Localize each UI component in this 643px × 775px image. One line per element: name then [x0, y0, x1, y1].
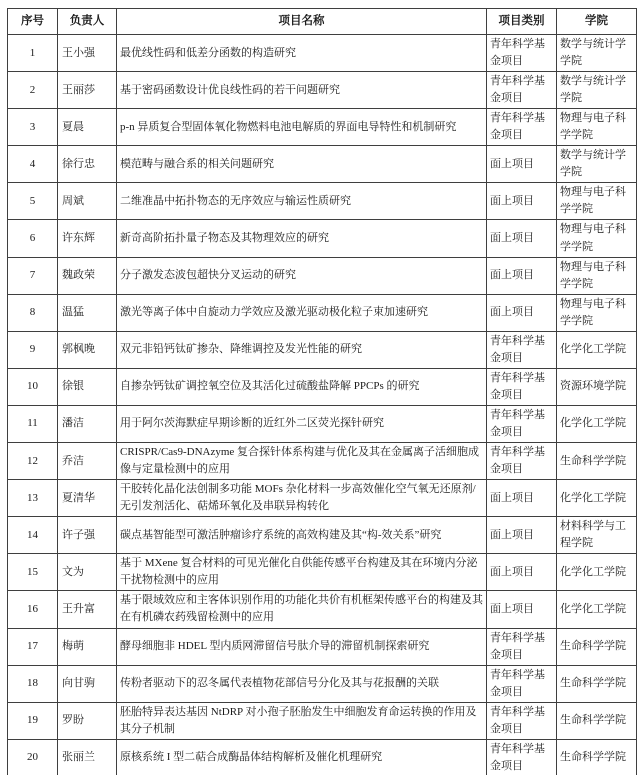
cell-college: 物理与电子科学学院 — [557, 257, 637, 294]
cell-project-category: 青年科学基金项目 — [487, 665, 557, 702]
cell-owner: 王升富 — [58, 591, 117, 628]
cell-serial-number: 15 — [8, 554, 58, 591]
cell-serial-number: 9 — [8, 331, 58, 368]
cell-project-title: 原核系统 I 型二萜合成酶晶体结构解析及催化机理研究 — [117, 739, 487, 775]
cell-serial-number: 8 — [8, 294, 58, 331]
cell-project-category: 青年科学基金项目 — [487, 331, 557, 368]
cell-project-category: 面上项目 — [487, 517, 557, 554]
cell-serial-number: 4 — [8, 146, 58, 183]
cell-project-title: 最优线性码和低差分函数的构造研究 — [117, 35, 487, 72]
cell-college: 资源环境学院 — [557, 368, 637, 405]
project-table-body — [8, 35, 637, 775]
table-row — [8, 405, 637, 442]
cell-serial-number: 12 — [8, 443, 58, 480]
cell-project-category: 青年科学基金项目 — [487, 702, 557, 739]
cell-project-title: 基于限域效应和主客体识别作用的功能化共价有机框架传感平台的构建及其在有机磷农药残留检测中的应用 — [117, 591, 487, 628]
cell-serial-number: 10 — [8, 368, 58, 405]
cell-project-title: 用于阿尔茨海默症早期诊断的近红外二区荧光探针研究 — [117, 405, 487, 442]
cell-project-title: 激光等离子体中自旋动力学效应及激光驱动极化粒子束加速研究 — [117, 294, 487, 331]
cell-owner: 王丽莎 — [58, 72, 117, 109]
cell-serial-number: 16 — [8, 591, 58, 628]
cell-project-category: 面上项目 — [487, 146, 557, 183]
cell-serial-number: 7 — [8, 257, 58, 294]
cell-college: 生命科学学院 — [557, 702, 637, 739]
table-row — [8, 183, 637, 220]
cell-project-category: 面上项目 — [487, 554, 557, 591]
cell-serial-number: 1 — [8, 35, 58, 72]
cell-project-category: 面上项目 — [487, 183, 557, 220]
cell-project-category: 青年科学基金项目 — [487, 628, 557, 665]
cell-owner: 温猛 — [58, 294, 117, 331]
table-row — [8, 368, 637, 405]
cell-owner: 郭枫晚 — [58, 331, 117, 368]
cell-owner: 王小强 — [58, 35, 117, 72]
cell-college: 化学化工学院 — [557, 331, 637, 368]
cell-owner: 文为 — [58, 554, 117, 591]
cell-project-category: 面上项目 — [487, 480, 557, 517]
cell-owner: 许东辉 — [58, 220, 117, 257]
cell-college: 物理与电子科学学院 — [557, 109, 637, 146]
cell-project-title: 双元非铅钙钛矿掺杂、降维调控及发光性能的研究 — [117, 331, 487, 368]
table-row — [8, 739, 637, 775]
table-row — [8, 628, 637, 665]
cell-serial-number: 17 — [8, 628, 58, 665]
header-project-title: 项目名称 — [117, 9, 487, 35]
cell-project-title: 基于密码函数设计优良线性码的若干问题研究 — [117, 72, 487, 109]
cell-serial-number: 18 — [8, 665, 58, 702]
cell-owner: 乔洁 — [58, 443, 117, 480]
cell-college: 数学与统计学学院 — [557, 35, 637, 72]
cell-project-title: 胚胎特异表达基因 NtDRP 对小孢子胚胎发生中细胞发育命运转换的作用及其分子机制 — [117, 702, 487, 739]
header-college: 学院 — [557, 9, 637, 35]
cell-project-title: 碳点基智能型可激活肿瘤诊疗系统的高效构建及其“构-效关系”研究 — [117, 517, 487, 554]
cell-project-category: 青年科学基金项目 — [487, 35, 557, 72]
cell-owner: 许子强 — [58, 517, 117, 554]
cell-owner: 周斌 — [58, 183, 117, 220]
cell-project-title: 自掺杂钙钛矿调控氧空位及其活化过硫酸盐降解 PPCPs 的研究 — [117, 368, 487, 405]
cell-college: 数学与统计学学院 — [557, 146, 637, 183]
cell-college: 物理与电子科学学院 — [557, 183, 637, 220]
cell-project-category: 青年科学基金项目 — [487, 368, 557, 405]
cell-college: 化学化工学院 — [557, 480, 637, 517]
table-row — [8, 35, 637, 72]
table-row — [8, 294, 637, 331]
cell-project-category: 面上项目 — [487, 591, 557, 628]
cell-project-category: 青年科学基金项目 — [487, 405, 557, 442]
cell-owner: 向甘驹 — [58, 665, 117, 702]
cell-college: 化学化工学院 — [557, 405, 637, 442]
cell-owner: 潘洁 — [58, 405, 117, 442]
cell-owner: 张丽兰 — [58, 739, 117, 775]
cell-project-category: 青年科学基金项目 — [487, 109, 557, 146]
table-row — [8, 591, 637, 628]
cell-serial-number: 14 — [8, 517, 58, 554]
cell-owner: 梅萌 — [58, 628, 117, 665]
cell-project-title: CRISPR/Cas9-DNAzyme 复合探针体系构建与优化及其在金属离子活细胞成像与定量检测中的应用 — [117, 443, 487, 480]
header-serial-number: 序号 — [8, 9, 58, 35]
table-row — [8, 257, 637, 294]
cell-project-title: 二维准晶中拓扑物态的无序效应与输运性质研究 — [117, 183, 487, 220]
table-row — [8, 443, 637, 480]
cell-serial-number: 11 — [8, 405, 58, 442]
cell-college: 材料科学与工程学院 — [557, 517, 637, 554]
cell-project-category: 面上项目 — [487, 257, 557, 294]
cell-serial-number: 20 — [8, 739, 58, 775]
table-row — [8, 331, 637, 368]
cell-project-title: 模范畴与融合系的相关问题研究 — [117, 146, 487, 183]
table-row — [8, 554, 637, 591]
table-row — [8, 109, 637, 146]
cell-project-category: 青年科学基金项目 — [487, 72, 557, 109]
cell-college: 生命科学学院 — [557, 628, 637, 665]
cell-college: 数学与统计学学院 — [557, 72, 637, 109]
cell-college: 生命科学学院 — [557, 739, 637, 775]
cell-serial-number: 6 — [8, 220, 58, 257]
table-row — [8, 517, 637, 554]
cell-college: 化学化工学院 — [557, 591, 637, 628]
cell-project-title: 传粉者驱动下的忍冬属代表植物花部信号分化及其与花报酬的关联 — [117, 665, 487, 702]
table-row — [8, 146, 637, 183]
cell-owner: 徐银 — [58, 368, 117, 405]
cell-college: 生命科学学院 — [557, 443, 637, 480]
cell-project-category: 面上项目 — [487, 220, 557, 257]
cell-serial-number: 3 — [8, 109, 58, 146]
cell-project-title: 分子激发态波包超快分叉运动的研究 — [117, 257, 487, 294]
cell-project-category: 青年科学基金项目 — [487, 443, 557, 480]
table-row — [8, 665, 637, 702]
cell-owner: 夏清华 — [58, 480, 117, 517]
header-project-category: 项目类别 — [487, 9, 557, 35]
cell-project-title: 酵母细胞非 HDEL 型内质网滞留信号肽介导的滞留机制探索研究 — [117, 628, 487, 665]
cell-owner: 徐行忠 — [58, 146, 117, 183]
cell-college: 生命科学学院 — [557, 665, 637, 702]
cell-owner: 魏政荣 — [58, 257, 117, 294]
table-row — [8, 702, 637, 739]
cell-serial-number: 19 — [8, 702, 58, 739]
cell-project-title: 新奇高阶拓扑量子物态及其物理效应的研究 — [117, 220, 487, 257]
cell-owner: 夏晨 — [58, 109, 117, 146]
cell-project-title: p-n 异质复合型固体氧化物燃料电池电解质的界面电导特性和机制研究 — [117, 109, 487, 146]
table-header-row — [8, 9, 637, 35]
cell-project-title: 干胶转化晶化法创制多功能 MOFs 杂化材料一步高效催化空气氧无还原剂/无引发剂活化、萜烯环氧化及串联异构转化 — [117, 480, 487, 517]
cell-college: 物理与电子科学学院 — [557, 220, 637, 257]
table-row — [8, 72, 637, 109]
cell-project-title: 基于 MXene 复合材料的可见光催化自供能传感平台构建及其在环境内分泌干扰物检测中的应用 — [117, 554, 487, 591]
cell-owner: 罗盼 — [58, 702, 117, 739]
cell-project-category: 面上项目 — [487, 294, 557, 331]
cell-project-category: 青年科学基金项目 — [487, 739, 557, 775]
header-owner: 负责人 — [58, 9, 117, 35]
table-row — [8, 480, 637, 517]
cell-college: 化学化工学院 — [557, 554, 637, 591]
cell-serial-number: 2 — [8, 72, 58, 109]
table-row — [8, 220, 637, 257]
cell-college: 物理与电子科学学院 — [557, 294, 637, 331]
project-list-table — [7, 8, 637, 775]
cell-serial-number: 5 — [8, 183, 58, 220]
cell-serial-number: 13 — [8, 480, 58, 517]
